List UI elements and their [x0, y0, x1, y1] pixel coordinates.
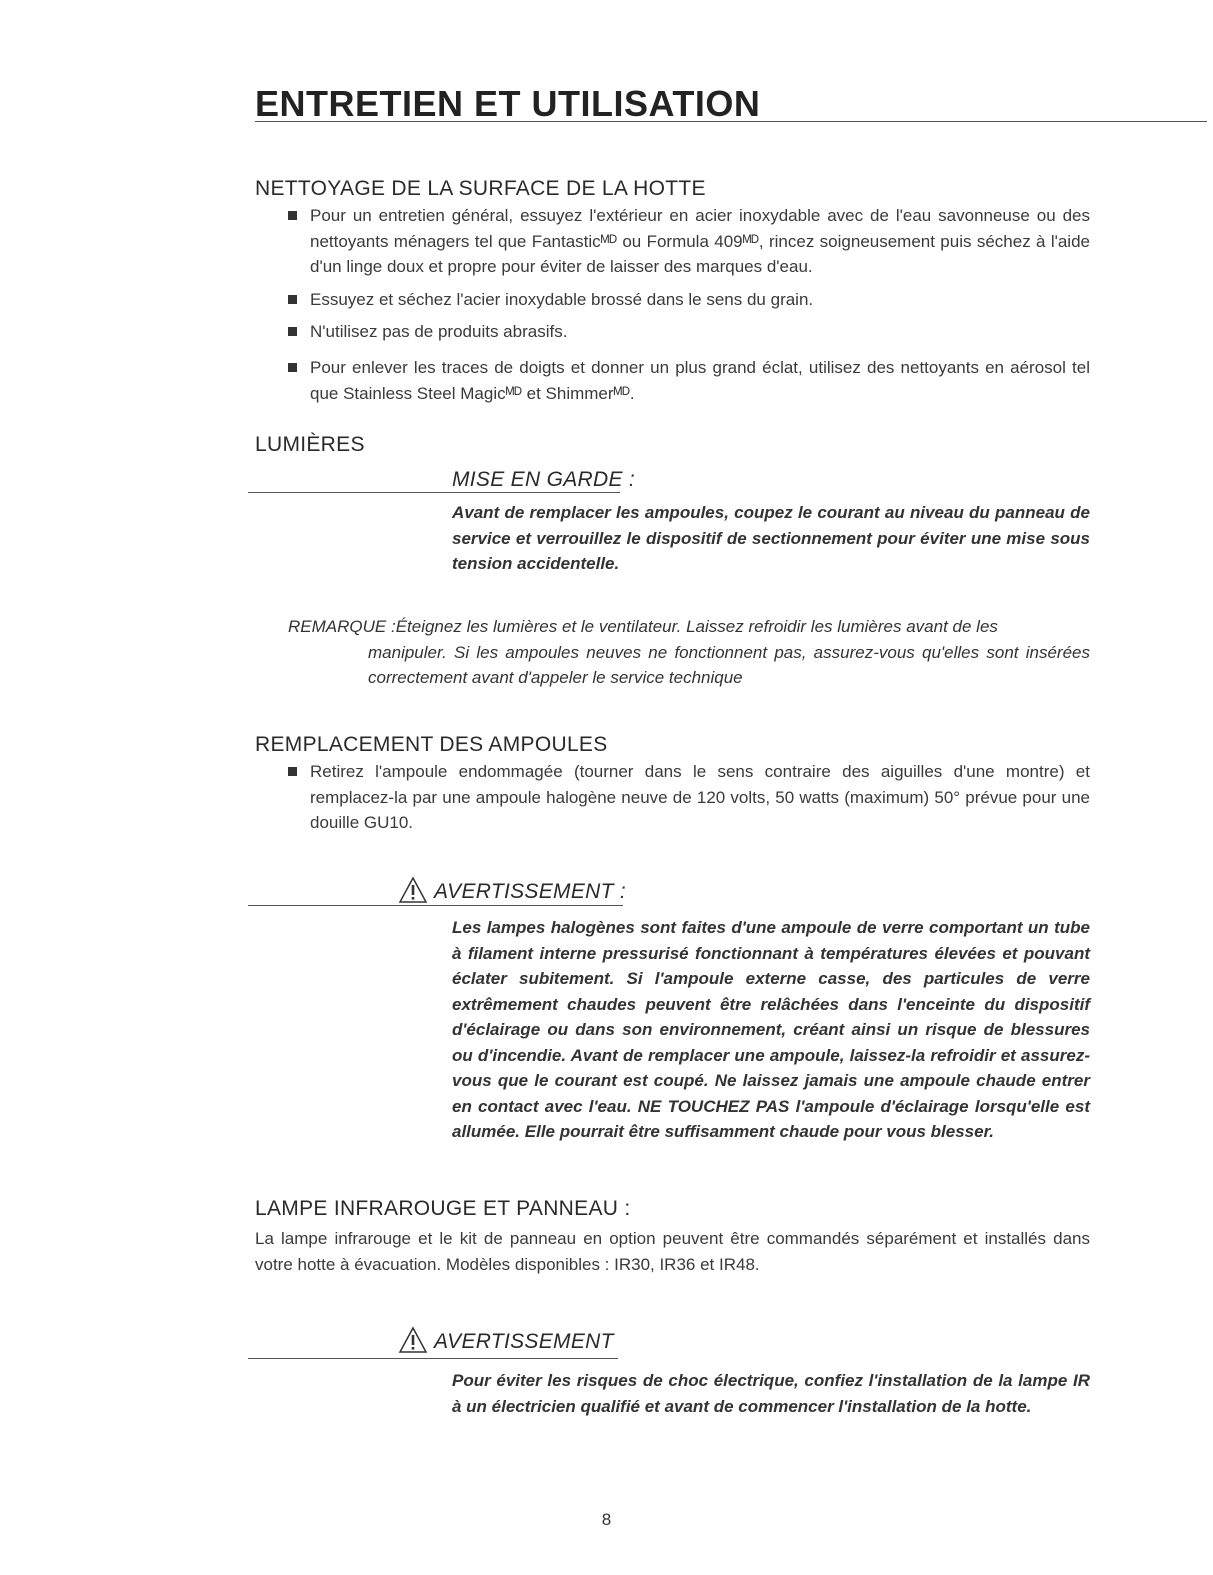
warning-rule: [248, 905, 623, 906]
caution-heading: MISE EN GARDE :: [452, 468, 636, 491]
bullet-icon: [288, 363, 297, 372]
bullet-icon: [288, 327, 297, 336]
note-text-first: Éteignez les lumières et le ventilateur. Laissez refroidir les lumières avant de les: [395, 617, 998, 636]
list-item: Essuyez et séchez l'acier inoxydable brossé dans le sens du grain.: [288, 287, 1090, 313]
note-text-rest: manipuler. Si les ampoules neuves ne fonctionnent pas, assurez-vous qu'elles sont insérées correctement avant d'appeler le service technique: [368, 642, 1090, 687]
warning-triangle-icon: [398, 1326, 428, 1354]
bullet-icon: [288, 295, 297, 304]
section-heading-remplacement: REMPLACEMENT DES AMPOULES: [255, 733, 608, 756]
section-heading-nettoyage: NETTOYAGE DE LA SURFACE DE LA HOTTE: [255, 177, 706, 200]
page-number: 8: [601, 1510, 612, 1529]
page-header: [255, 84, 1207, 124]
warning-text: Pour éviter les risques de choc électrique, confiez l'installation de la lampe IR à un électricien qualifié et avant de commencer l'installation de la hotte.: [452, 1371, 1090, 1416]
list-item: Pour enlever les traces de doigts et donner un plus grand éclat, utilisez des nettoyants en aérosol tel que Stainless Steel Magicᴹᴰ et Shimmerᴹᴰ.: [288, 355, 1090, 406]
page-title: ENTRETIEN ET UTILISATION: [255, 83, 761, 124]
caution-text: Avant de remplacer les ampoules, coupez le courant au niveau du panneau de service et verrouillez le dispositif de sectionnement pour éviter une mise sous tension accidentelle.: [452, 503, 1090, 573]
bullet-icon: [288, 211, 297, 220]
lampe-ir-text: La lampe infrarouge et le kit de panneau en option peuvent être commandés séparément et installés dans votre hotte à évacuation. Modèles disponibles : IR30, IR36 et IR48.: [255, 1229, 1090, 1274]
warning-heading: AVERTISSEMENT: [434, 1330, 614, 1353]
section-heading-lumieres: LUMIÈRES: [255, 433, 365, 456]
section-heading-lampe-ir: LAMPE INFRAROUGE ET PANNEAU :: [255, 1197, 631, 1220]
warning-text: Les lampes halogènes sont faites d'une ampoule de verre comportant un tube à filament interne pressurisé fonctionnant à températures élevées et pouvant éclater subitement. Si l'ampoule externe casse, des particules de verre extrêmement chaudes peuvent être relâchées dans l'enceinte du dispositif d'éclairage ou dans son environnement, créant ainsi un risque de blessures ou d'incendie. Avant de remplacer une ampoule, laissez-la refroidir et assurez-vous que le courant est coupé. Ne laissez jamais une ampoule chaude entrer en contact avec l'eau. NE TOUCHEZ PAS l'ampoule d'éclairage lorsqu'elle est allumée. Elle pourrait être suffisamment chaude pour vous blesser.: [452, 918, 1090, 1141]
note-block: [288, 614, 1090, 691]
list-item: Pour un entretien général, essuyez l'extérieur en acier inoxydable avec de l'eau savonneuse ou des nettoyants ménagers tel que Fantasticᴹᴰ ou Formula 409ᴹᴰ, rincez soigneusement puis séchez à l'aide d'un linge doux et propre pour éviter de laisser des marques d'eau.: [288, 203, 1090, 280]
bullet-icon: [288, 767, 297, 776]
warning-rule: [248, 1358, 618, 1359]
note-label: REMARQUE :: [288, 617, 396, 636]
warning-heading: AVERTISSEMENT :: [434, 880, 626, 903]
title-underline: [255, 121, 1207, 122]
caution-rule: [248, 492, 620, 493]
list-item: Retirez l'ampoule endommagée (tourner dans le sens contraire des aiguilles d'une montre) et remplacez-la par une ampoule halogène neuve de 120 volts, 50 watts (maximum) 50° prévue pour une douille GU10.: [288, 759, 1090, 836]
warning-triangle-icon: [398, 876, 428, 904]
list-item: N'utilisez pas de produits abrasifs.: [288, 319, 1090, 345]
